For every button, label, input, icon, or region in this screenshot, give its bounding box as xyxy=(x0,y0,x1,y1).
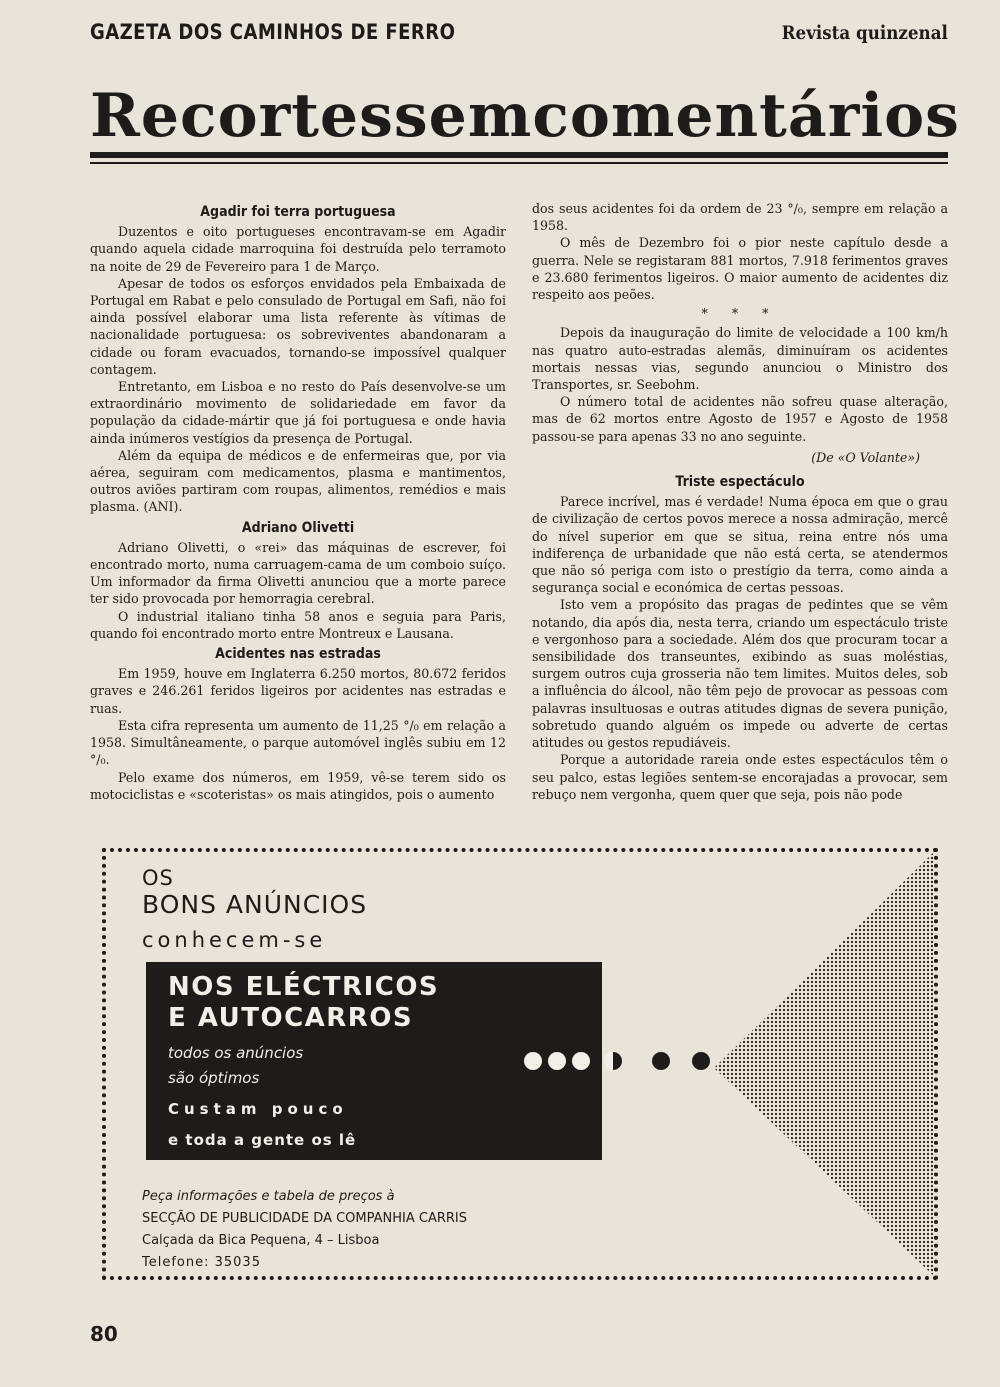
paragraph: Isto vem a propósito das pragas de pedintes que se vêm notando, dia após dia, nesta terra, criando um espectáculo triste e vergonhoso para a sociedade. Além dos que procuram tocar a sensibilidade dos transeuntes, exibindo as suas moléstias, surgem outros cuja grosseria não tem limites. Muitos deles, sob a influência do álcool, não têm pejo de provocar as pessoas com palavras insultuosas e outras atitudes dignas de severa punição, sobretudo quando alguém os impede ou adverte de certas atitudes ou gestos repudiáveis. xyxy=(532,597,948,751)
dot-white xyxy=(572,1052,590,1070)
ad-line-conhecem-se: conhecem-se xyxy=(142,928,327,952)
paragraph: Duzentos e oito portugueses encontravam-se em Agadir quando aquela cidade marroquina foi destruída pelo terramoto na noite de 29 de Fevereiro para 1 de Março. xyxy=(90,224,506,274)
paragraph: Depois da inauguração do limite de velocidade a 100 km/h nas quatro auto-estradas alemãs, diminuíram os acidentes mortais nessas vias, segundo anunciou o Ministro dos Transportes, sr. Seebohm. xyxy=(532,325,948,393)
page-title xyxy=(90,80,960,152)
right-column xyxy=(532,200,948,803)
ad-headline-2: E AUTOCARROS xyxy=(168,1003,414,1033)
paragraph: Esta cifra representa um aumento de 11,25 °/₀ em relação a 1958. Simultâneamente, o parque automóvel inglês subiu em 12 °/₀. xyxy=(90,717,506,768)
article-heading-olivetti: Adriano Olivetti xyxy=(241,519,355,536)
article-heading-triste: Triste espectáculo xyxy=(675,474,805,491)
page-number: 80 xyxy=(90,1322,118,1346)
paragraph: Porque a autoridade rareia onde estes espectáculos têm o seu palco, estas legiões sentem-se encorajadas a provocar, sem rebuço nem vergonha, quem quer que seja, pois não pode xyxy=(532,752,948,802)
source-credit: (De «O Volante») xyxy=(811,449,920,465)
dot-half xyxy=(604,1052,622,1070)
ad-info-line-1: Peça informações e tabela de preços à xyxy=(142,1189,395,1204)
paragraph: Entretanto, em Lisboa e no resto do País desenvolve-se um extraordinário movimento de solidariedade em favor da população da cidade-mártir que já foi portuguesa e onde havia ainda inúmeros vestígios da presença de Portugal. xyxy=(90,379,506,446)
dot-white xyxy=(524,1052,542,1070)
paragraph: dos seus acidentes foi da ordem de 23 °/₀, sempre em relação a 1958. xyxy=(532,201,948,234)
ad-line-os: OS xyxy=(142,866,174,890)
section-separator: * * * xyxy=(701,306,779,322)
dot-black xyxy=(652,1052,670,1070)
ad-contact-info xyxy=(142,1186,467,1274)
ad-toda-a-gente: e toda a gente os lê xyxy=(168,1131,357,1149)
dot-white xyxy=(548,1052,566,1070)
dot-black xyxy=(692,1052,710,1070)
ad-headline-1: NOS ELÉCTRICOS xyxy=(168,972,440,1002)
article-heading-acidentes: Acidentes nas estradas xyxy=(215,646,381,663)
title-word-3: comentários xyxy=(532,81,960,151)
paragraph: Parece incrível, mas é verdade! Numa época em que o grau de civilização de certos povos merece a nossa admiração, mercê do nível superior em que se situa, reina entre nós uma indiferença de urbanidade que não está certa, se atendermos que não só periga com isto o prestígio da terra, como ainda a segurança social e económica de certas pessoas. xyxy=(532,494,948,596)
left-column xyxy=(90,200,506,803)
paragraph: Além da equipa de médicos e de enfermeiras que, por via aérea, seguiram com medicamentos, plasma e mantimentos, outros aviões partiram com roupas, alimentos, remédios e mais plasma. (ANI). xyxy=(90,447,506,515)
publication-name: GAZETA DOS CAMINHOS DE FERRO xyxy=(90,20,456,44)
ad-info-phone: Telefone: 35035 xyxy=(142,1255,261,1270)
paragraph: Em 1959, houve em Inglaterra 6.250 mortos, 80.672 feridos graves e 246.261 feridos ligeiros por acidentes nas estradas e ruas. xyxy=(90,666,506,716)
paragraph: Apesar de todos os esforços envidados pela Embaixada de Portugal em Rabat e pelo consulado de Portugal em Safi, não foi ainda possível elaborar uma lista referente às vítimas de nacionalidade portuguesa: os sobreviventes abandonaram a cidade ou foram evacuados, tornando-se impossível qualquer contagem. xyxy=(90,275,506,377)
ad-custam-pouco: Custam pouco xyxy=(168,1100,348,1118)
ad-line-bons-anuncios: BONS ANÚNCIOS xyxy=(142,890,368,919)
ad-italic-2: são óptimos xyxy=(168,1069,260,1087)
periodicity-label: Revista quinzenal xyxy=(781,22,948,44)
title-word-2: sem xyxy=(393,81,533,151)
title-rule-thick xyxy=(90,152,948,158)
title-word-1: Recortes xyxy=(90,81,394,151)
dotted-triangle-graphic xyxy=(674,852,934,1276)
ad-italic-1: todos os anúncios xyxy=(168,1044,304,1062)
advertisement-box xyxy=(102,848,938,1280)
paragraph: O industrial italiano tinha 58 anos e seguia para Paris, quando foi encontrado morto entre Montreux e Lausana. xyxy=(90,608,506,641)
paragraph: O mês de Dezembro foi o pior neste capítulo desde a guerra. Nele se registaram 881 mortos, 7.918 ferimentos graves e 23.680 ferimentos ligeiros. O maior aumento de acidentes diz respeito aos peões. xyxy=(532,235,948,303)
ad-info-line-3: Calçada da Bica Pequena, 4 – Lisboa xyxy=(142,1233,380,1248)
title-rule-thin xyxy=(90,162,948,164)
paragraph: O número total de acidentes não sofreu quase alteração, mas de 62 mortos entre Agosto de 1957 e Agosto de 1958 passou-se para apenas 33 no ano seguinte. xyxy=(532,394,948,444)
ad-info-line-2: SECÇÃO DE PUBLICIDADE DA COMPANHIA CARRIS xyxy=(142,1211,468,1226)
article-heading-agadir: Agadir foi terra portuguesa xyxy=(200,204,396,220)
paragraph: Adriano Olivetti, o «rei» das máquinas de escrever, foi encontrado morto, numa carruagem-cama de um comboio suíço. Um informador da firma Olivetti anunciou que a morte parece ter sido provocada por hemorragia cerebral. xyxy=(90,539,506,607)
paragraph: Pelo exame dos números, em 1959, vê-se terem sido os motociclistas e «scoteristas» os mais atingidos, pois o aumento xyxy=(90,769,506,802)
